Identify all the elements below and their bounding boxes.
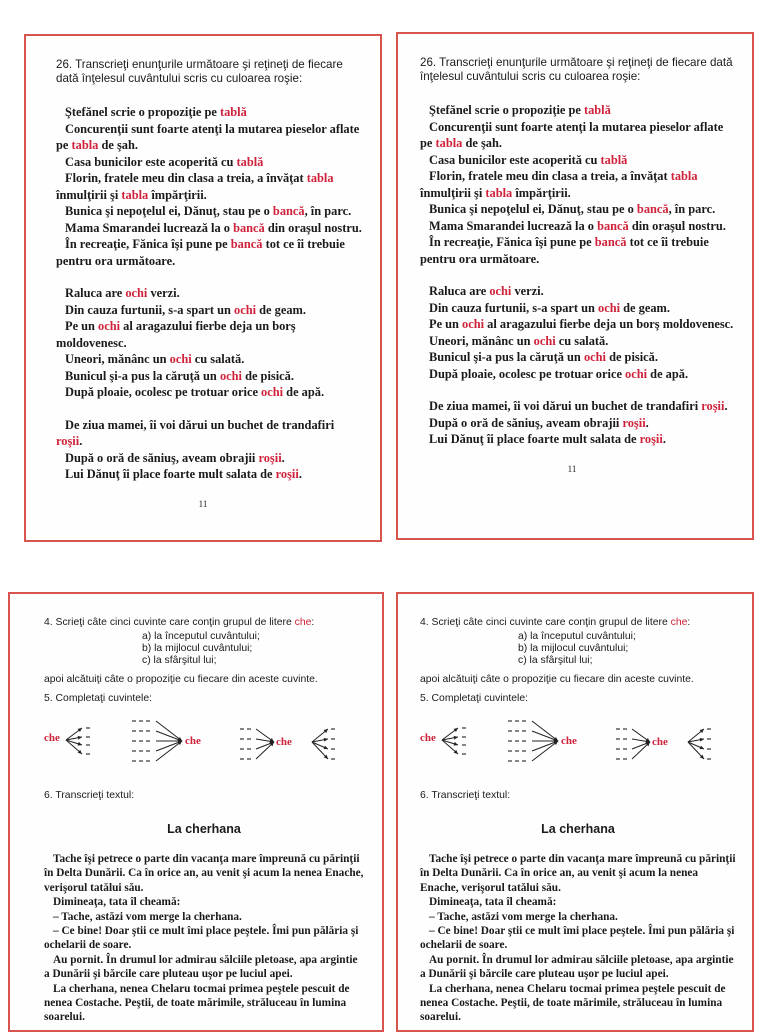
sentence-text: .: [724, 399, 728, 413]
highlighted-word: tabla: [121, 187, 149, 202]
sentence: [56, 285, 362, 302]
sentence: [56, 466, 362, 483]
story-paragraph: Tache îşi petrece o parte din vacanţa mare împreună cu părinţii în Delta Dunării. Ca în orice an, au venit şi acum la nenea Enache, verişorul tatălui său.: [420, 853, 736, 894]
highlighted-word: tablă: [583, 103, 611, 117]
highlighted-word: ochi: [625, 366, 648, 381]
exercise-26-title: 26. Transcrieţi enunţurile următoare şi reţineţi de fiecare dată înţelesul cuvântului scris cu culoarea roşie:: [56, 58, 343, 85]
story-paragraph: Tache îşi petrece o parte din vacanţa mare împreună cu părinţii în Delta Dunării. Ca în orice an, au venit şi acum la nenea Enache, verişorul tatălui său.: [44, 853, 364, 894]
highlighted-word: ochi: [261, 385, 284, 399]
exercise-4-end: apoi alcătuiţi câte o propoziţie cu fiecare din aceste cuvinte.: [44, 674, 318, 685]
exercise-4-item: b) la mijlocul cuvântului;: [142, 643, 253, 654]
highlighted-word: tabla: [71, 138, 99, 152]
sentence-text: După o oră de săniuş, aveam obrajii: [429, 415, 623, 430]
sentence-text: de apă.: [647, 366, 689, 381]
sentence: [56, 450, 362, 467]
exercise-4-item: c) la sfârşitul lui;: [518, 655, 593, 666]
sentence-text: de pisică.: [241, 368, 294, 383]
exercise-4-colon: :: [311, 617, 315, 628]
sentence-text: De ziua mamei, îi voi dărui un buchet de trandafiri: [65, 417, 335, 432]
sentence-text: Ştefănel scrie o propoziţie pe: [65, 105, 220, 119]
sentence-text: verzi.: [147, 286, 180, 300]
exercise-4-end: apoi alcătuiţi câte o propoziţie cu fiecare din aceste cuvinte.: [420, 674, 694, 685]
che-label: che: [44, 732, 60, 744]
sentence-text: Pe un: [65, 319, 99, 333]
che-label: che: [561, 735, 577, 747]
sentence-text: .: [298, 467, 302, 481]
highlighted-word: roşii: [701, 399, 725, 413]
highlighted-word: tablă: [219, 105, 247, 119]
sentence: [420, 431, 736, 448]
highlighted-word: ochi: [533, 333, 556, 348]
sentence-text: Florin, fratele meu din clasa a treia, a învăţat: [429, 169, 671, 183]
sentence-text: Mama Smarandei lucrează la o: [65, 220, 234, 235]
sentence: [420, 102, 736, 119]
story-text: [420, 852, 736, 1025]
highlighted-word: bancă: [597, 218, 629, 233]
che-diagram-svg: [44, 715, 354, 773]
sentences-top-right: [420, 102, 736, 448]
sentence: [420, 349, 736, 366]
sentence: [420, 168, 736, 201]
highlighted-word: ochi: [169, 352, 192, 366]
sentence-text: După ploaie, ocolesc pe trotuar orice: [65, 385, 262, 399]
highlighted-word: tablă: [236, 154, 264, 169]
sentence-text: Pe un: [429, 317, 463, 331]
highlighted-word: ochi: [125, 286, 148, 300]
arrow-head: [78, 736, 82, 740]
sentence-text: .: [281, 450, 285, 465]
highlighted-word: bancă: [230, 237, 263, 251]
sentence: [420, 398, 736, 415]
exercise-4-item: a) la începutul cuvântului;: [518, 631, 636, 642]
exercise-4-highlight: che: [294, 617, 312, 628]
story-paragraph: Au pornit. În drumul lor admirau sălciile pletoase, apa argintie a Dunării şi bărcile care pluteau uşor pe luciul apei.: [420, 953, 734, 981]
sentence-text: Casa bunicilor este acoperită cu: [65, 154, 237, 169]
sentence-text: de şah.: [462, 136, 502, 150]
exercise-4-item: c) la sfârşitul lui;: [142, 655, 217, 666]
sentence: [56, 121, 362, 154]
sentence-text: tot ce îi trebuie pentru ora următoare.: [56, 237, 345, 268]
highlighted-word: ochi: [234, 302, 257, 317]
sentence: [420, 415, 736, 432]
sentence-text: Concurenţii sunt foarte atenţi la mutarea pieselor aflate pe: [56, 121, 360, 152]
sentence-text: , în parc.: [304, 204, 352, 218]
che-diagrams: [420, 715, 736, 773]
sentence: [420, 300, 736, 317]
sentence-text: Florin, fratele meu din clasa a treia, a învăţat: [65, 171, 307, 185]
sentence-text: înmulţirii şi: [420, 185, 486, 200]
arrow-line: [156, 721, 182, 741]
sentence-text: Lui Dănuţ îi place foarte mult salata de: [65, 467, 276, 481]
sentence: [420, 201, 736, 218]
exercise-4-item: b) la mijlocul cuvântului;: [518, 643, 629, 654]
sentence-text: Bunica şi nepoţelul ei, Dănuţ, stau pe o: [429, 202, 637, 216]
page-top-right: [396, 32, 754, 540]
sentence-text: cu salată.: [555, 333, 609, 348]
story-title: La cherhana: [541, 822, 615, 836]
sentence-text: de pisică.: [605, 350, 658, 364]
page-bottom-right: [396, 592, 754, 1032]
che-label: che: [276, 736, 292, 748]
sentence: [56, 236, 362, 269]
arrow-line: [532, 721, 558, 741]
highlighted-word: tabla: [670, 169, 698, 183]
sentence-text: Din cauza furtunii, s-a spart un: [429, 300, 599, 315]
page-number: 11: [198, 498, 208, 509]
sentence: [420, 218, 736, 235]
group-gap: [56, 401, 362, 417]
sentence-text: de geam.: [620, 300, 670, 315]
sentence: [56, 203, 362, 220]
sentence: [420, 366, 736, 383]
arrow-head: [700, 738, 704, 742]
sentence: [420, 283, 736, 300]
exercise-4-text: 4. Scrieţi câte cinci cuvinte care conţin grupul de litere: [420, 617, 671, 628]
highlighted-word: tabla: [306, 171, 334, 185]
highlighted-word: roşii: [56, 434, 80, 448]
che-label: che: [652, 736, 668, 748]
story-paragraph: Au pornit. În drumul lor admirau sălciile pletoase, apa argintie a Dunării şi bărcile care pluteau uşor pe luciul apei.: [44, 953, 358, 981]
group-gap: [420, 267, 736, 283]
arrow-line: [156, 741, 182, 761]
sentence: [56, 384, 362, 401]
exercise-4-title: [420, 616, 736, 629]
sentence: [420, 234, 736, 267]
exercise-5-title: 5. Completaţi cuvintele:: [44, 693, 153, 704]
story-paragraph: – Tache, astăzi vom merge la cherhana.: [53, 910, 242, 923]
highlighted-word: bancă: [272, 204, 305, 218]
sentence: [56, 318, 362, 351]
sentence: [420, 333, 736, 350]
highlighted-word: tabla: [435, 136, 463, 150]
sentence: [56, 417, 362, 450]
exercise-4-highlight: che: [670, 617, 688, 628]
sentence-text: , în parc.: [668, 202, 716, 216]
sentence-text: Bunica şi nepoţelul ei, Dănuţ, stau pe o: [65, 204, 273, 218]
story-paragraph: Dimineaţa, tata îl cheamă:: [429, 896, 557, 909]
highlighted-word: ochi: [583, 350, 606, 364]
sentence-text: În recreaţie, Fănica îşi pune pe: [65, 237, 231, 251]
story-title: La cherhana: [167, 822, 241, 836]
page-bottom-left: [8, 592, 384, 1032]
highlighted-word: roşii: [622, 415, 646, 430]
arrow-line: [532, 741, 558, 761]
exercise-4-title: [44, 616, 364, 629]
sentence-text: Raluca are: [429, 284, 490, 298]
story-paragraph: – Ce bine! Doar ştii ce mult îmi place peştele. Îmi pun pălăria şi ochelarii de soare.: [44, 925, 359, 952]
sentence-text: din oraşul nostru.: [628, 218, 726, 233]
sentence-text: de apă.: [283, 385, 325, 399]
sentence: [56, 302, 362, 319]
che-label: che: [420, 732, 436, 744]
sentence-text: al aragazului fierbe deja un borş moldovenesc.: [484, 317, 734, 331]
sentences-top-left: [56, 104, 362, 483]
exercise-4-items: [44, 631, 364, 667]
sentence-text: În recreaţie, Fănica îşi pune pe: [429, 235, 595, 249]
sentence-text: Casa bunicilor este acoperită cu: [429, 152, 601, 167]
highlighted-word: bancă: [233, 220, 265, 235]
sentence-text: .: [662, 432, 666, 446]
exercise-6-title: 6. Transcrieţi textul:: [44, 790, 135, 801]
highlighted-word: ochi: [598, 300, 621, 315]
sentence-text: Bunicul şi-a pus la căruţă un: [429, 350, 584, 364]
sentence: [56, 104, 362, 121]
highlighted-word: roşii: [258, 450, 282, 465]
group-gap: [420, 382, 736, 398]
highlighted-word: roşii: [639, 432, 663, 446]
highlighted-word: ochi: [489, 284, 512, 298]
sentence-text: Din cauza furtunii, s-a spart un: [65, 302, 235, 317]
sentence-text: Concurenţii sunt foarte atenţi la mutarea pieselor aflate pe: [420, 119, 724, 150]
sentence: [420, 316, 736, 333]
story-paragraph: – Ce bine! Doar ştii ce mult îmi place peştele. Îmi pun pălăria şi ochelarii de soare.: [420, 925, 735, 952]
exercise-4-item: a) la începutul cuvântului;: [142, 631, 260, 642]
sentence-text: tot ce îi trebuie pentru ora următoare.: [420, 235, 709, 266]
story-paragraph: – Tache, astăzi vom merge la cherhana.: [429, 910, 618, 923]
page-top-left: [24, 34, 382, 542]
highlighted-word: ochi: [98, 319, 121, 333]
story-paragraph: Dimineaţa, tata îl cheamă:: [53, 896, 181, 909]
sentence-text: de geam.: [256, 302, 306, 317]
exercise-4-text: 4. Scrieţi câte cinci cuvinte care conţin grupul de litere: [44, 617, 295, 628]
highlighted-word: bancă: [594, 235, 627, 249]
sentence-text: împărţirii.: [512, 185, 571, 200]
sentence-text: al aragazului fierbe deja un borş moldovenesc.: [56, 319, 296, 350]
page-number: 11: [567, 463, 577, 474]
exercise-6-title: 6. Transcrieţi textul:: [420, 790, 511, 801]
sentence-text: După ploaie, ocolesc pe trotuar orice: [429, 366, 626, 381]
exercise-4-items: [420, 631, 736, 667]
highlighted-word: ochi: [219, 368, 242, 383]
sentence-text: Mama Smarandei lucrează la o: [429, 218, 598, 233]
sentence: [56, 220, 362, 237]
sentence-text: Ştefănel scrie o propoziţie pe: [429, 103, 584, 117]
sentence-text: Lui Dănuţ îi place foarte mult salata de: [429, 432, 640, 446]
sentence-text: Bunicul şi-a pus la căruţă un: [65, 368, 220, 383]
sentence-text: din oraşul nostru.: [264, 220, 362, 235]
sentence-text: de şah.: [98, 138, 138, 152]
che-label: che: [185, 735, 201, 747]
sentence: [56, 368, 362, 385]
sentence-text: .: [645, 415, 649, 430]
highlighted-word: ochi: [462, 317, 485, 331]
che-diagrams: [44, 715, 364, 773]
highlighted-word: roşii: [275, 467, 299, 481]
sentence-text: împărţirii.: [148, 187, 207, 202]
che-diagram-svg: [420, 715, 730, 773]
sentence-text: Uneori, mănânc un: [65, 352, 170, 366]
highlighted-word: bancă: [636, 202, 669, 216]
story-paragraph: La cherhana, nenea Chelaru tocmai primea peştele pescuit de nenea Costache. Peştii, de toate mărimile, străluceau în lumina soarelui.: [420, 982, 726, 1024]
sentence: [56, 170, 362, 203]
sentence-text: cu salată.: [191, 352, 245, 366]
highlighted-word: tablă: [600, 152, 628, 167]
group-gap: [56, 269, 362, 285]
sentence-text: După o oră de săniuş, aveam obrajii: [65, 450, 259, 465]
sentence: [56, 351, 362, 368]
sentence-text: .: [79, 434, 83, 448]
arrow-head: [454, 736, 458, 740]
sentence: [56, 154, 362, 171]
sentence: [420, 119, 736, 152]
exercise-26-title: 26. Transcrieţi enunţurile următoare şi reţineţi de fiecare dată înţelesul cuvântului scris cu culoarea roşie:: [420, 56, 733, 83]
sentence-text: De ziua mamei, îi voi dărui un buchet de trandafiri: [429, 399, 702, 413]
highlighted-word: tabla: [485, 185, 513, 200]
exercise-4-colon: :: [687, 617, 691, 628]
sentence-text: verzi.: [511, 284, 544, 298]
story-text: [44, 852, 364, 1025]
arrow-head: [324, 738, 328, 742]
sentence: [420, 152, 736, 169]
sentence-text: Raluca are: [65, 286, 126, 300]
sentence-text: Uneori, mănânc un: [429, 333, 534, 348]
exercise-5-title: 5. Completaţi cuvintele:: [420, 693, 529, 704]
story-paragraph: La cherhana, nenea Chelaru tocmai primea peştele pescuit de nenea Costache. Peştii, de toate mărimile, străluceau în lumina soarelui.: [44, 982, 350, 1024]
sentence-text: înmulţirii şi: [56, 187, 122, 202]
